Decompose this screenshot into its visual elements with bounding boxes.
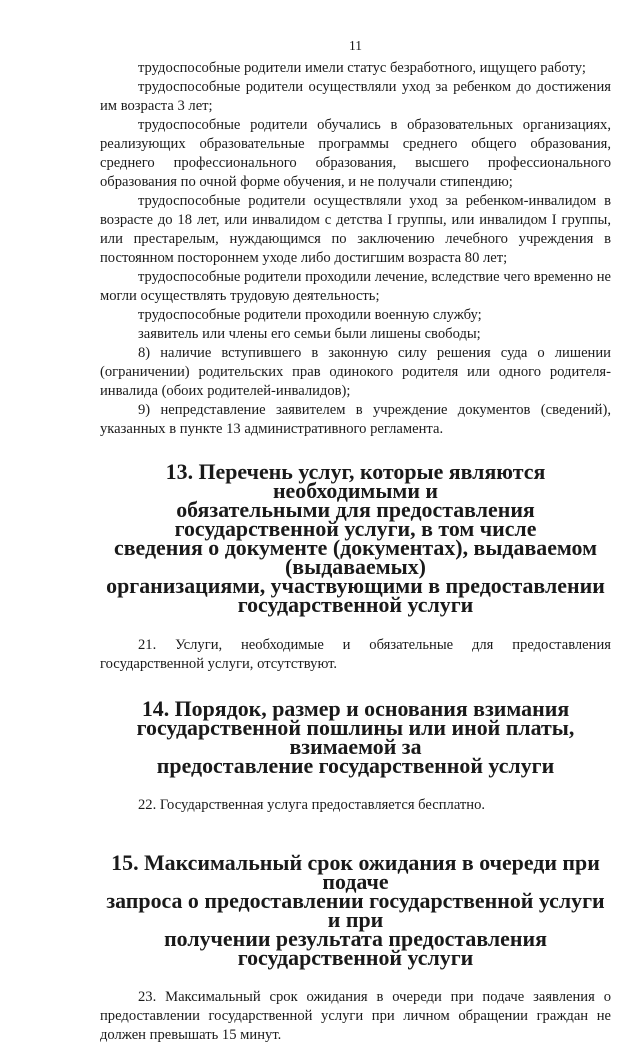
section-15-body [100,988,611,1045]
heading-line: получении результата предоставления государственной услуги [164,926,547,970]
heading-line: сведения о документе (документах), выдаваемом (выдаваемых) [113,535,597,579]
heading-line: 15. Максимальный срок ожидания в очереди при подаче [111,850,600,894]
paragraph-23: 23. Максимальный срок ожидания в очереди при подаче заявления о предоставлении государственной услуги при личном обращении граждан не должен превышать 15 минут. [100,989,611,1043]
heading-line: обязательными для предоставления государственной услуги, в том числе [174,497,537,541]
section-14-body [100,796,611,815]
section-13-heading [100,459,611,617]
conditions-list [100,59,611,439]
paragraph-21: 21. Услуги, необходимые и обязательные для предоставления государственной услуги, отсутствуют. [100,637,611,672]
paragraph-22: 22. Государственная услуга предоставляется бесплатно. [138,797,486,813]
list-item: трудоспособные родители обучались в образовательных организациях, реализующих образовательные программы среднего общего образования, среднего профессионального образования, высшего профессионального образования по очной форме обучения, и не получали стипендию; [100,117,611,190]
heading-line: 14. Порядок, размер и основания взимания [141,696,570,721]
page-number: 11 [349,38,362,53]
section-14-heading [100,696,611,778]
heading-line: предоставление государственной услуги [156,753,555,778]
list-item: трудоспособные родители осуществляли уход за ребенком-инвалидом в возрасте до 18 лет, или инвалидом с детства I группы, или инвалидом I группы, или престарелым, нуждающимся по заключению лечебного учреждения в постоянном постороннем уходе либо достигшим возраста 80 лет; [100,193,611,266]
list-item: заявитель или члены его семьи были лишены свободы; [138,326,481,342]
section-15-heading [100,850,611,970]
heading-line: государственной пошлины или иной платы, взимаемой за [136,715,575,759]
heading-line: 13. Перечень услуг, которые являются необходимыми и [165,459,546,503]
section-13-body [100,636,611,674]
heading-line: организациями, участвующими в предоставлении государственной услуги [106,573,605,617]
list-item: трудоспособные родители имели статус безработного, ищущего работу; [138,60,586,76]
list-item: трудоспособные родители проходили лечение, вследствие чего временно не могли осуществлять трудовую деятельность; [100,269,611,304]
list-item: 9) непредставление заявителем в учреждение документов (сведений), указанных в пункте 13 административного регламента. [100,402,611,437]
list-item: трудоспособные родители осуществляли уход за ребенком до достижения им возраста 3 лет; [100,79,611,114]
list-item: трудоспособные родители проходили военную службу; [138,307,482,323]
heading-line: запроса о предоставлении государственной услуги и при [106,888,605,932]
list-item: 8) наличие вступившего в законную силу решения суда о лишении (ограничении) родительских прав одинокого родителя или одного родителя-инвалида (обоих родителей-инвалидов); [100,345,611,399]
